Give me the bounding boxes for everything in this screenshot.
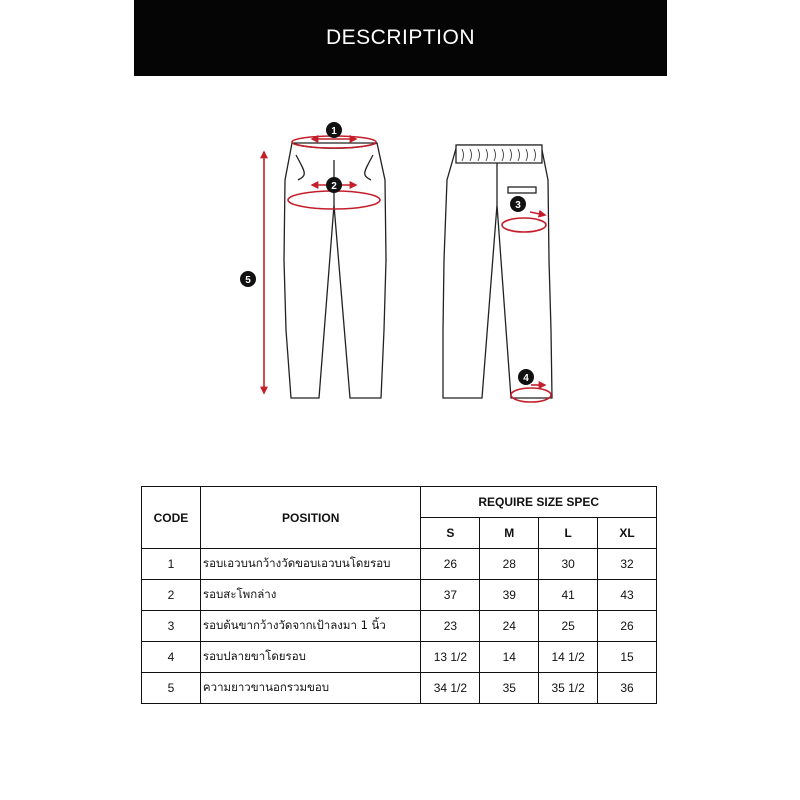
value-s: 34 1/2 bbox=[421, 673, 480, 704]
value-l: 41 bbox=[539, 580, 598, 611]
value-xl: 15 bbox=[598, 642, 657, 673]
svg-text:3: 3 bbox=[515, 200, 521, 211]
row-position: รอบเอวบนกว้างวัดขอบเอวบนโดยรอบ bbox=[200, 549, 421, 580]
row-code: 2 bbox=[142, 580, 201, 611]
value-s: 13 1/2 bbox=[421, 642, 480, 673]
marker-3-badge bbox=[510, 196, 526, 212]
svg-text:2: 2 bbox=[331, 181, 337, 192]
size-header-xl: XL bbox=[598, 518, 657, 549]
position-column-header: POSITION bbox=[200, 487, 421, 549]
svg-text:4: 4 bbox=[523, 373, 529, 384]
row-code: 5 bbox=[142, 673, 201, 704]
value-s: 26 bbox=[421, 549, 480, 580]
back-pants-illustration bbox=[443, 145, 552, 398]
svg-text:5: 5 bbox=[245, 275, 251, 286]
value-m: 35 bbox=[480, 673, 539, 704]
value-m: 28 bbox=[480, 549, 539, 580]
value-xl: 36 bbox=[598, 673, 657, 704]
row-position: รอบสะโพกล่าง bbox=[200, 580, 421, 611]
value-s: 23 bbox=[421, 611, 480, 642]
value-xl: 43 bbox=[598, 580, 657, 611]
row-code: 3 bbox=[142, 611, 201, 642]
size-header-m: M bbox=[480, 518, 539, 549]
value-m: 24 bbox=[480, 611, 539, 642]
marker-2-badge bbox=[326, 177, 342, 193]
value-l: 30 bbox=[539, 549, 598, 580]
table-row bbox=[142, 611, 657, 642]
table-row bbox=[142, 673, 657, 704]
table-row bbox=[142, 642, 657, 673]
value-s: 37 bbox=[421, 580, 480, 611]
page-title: DESCRIPTION bbox=[325, 26, 475, 49]
row-position: รอบต้นขากว้างวัดจากเป้าลงมา 1 นิ้ว bbox=[200, 611, 421, 642]
table-row bbox=[142, 549, 657, 580]
marker-1-badge bbox=[326, 122, 342, 138]
value-l: 14 1/2 bbox=[539, 642, 598, 673]
svg-text:1: 1 bbox=[331, 126, 337, 137]
value-xl: 32 bbox=[598, 549, 657, 580]
value-m: 39 bbox=[480, 580, 539, 611]
row-code: 4 bbox=[142, 642, 201, 673]
row-position: ความยาวขานอกรวมขอบ bbox=[200, 673, 421, 704]
row-code: 1 bbox=[142, 549, 201, 580]
size-header-l: L bbox=[539, 518, 598, 549]
size-header-s: S bbox=[421, 518, 480, 549]
size-spec-table bbox=[141, 486, 657, 704]
row-position: รอบปลายขาโดยรอบ bbox=[200, 642, 421, 673]
code-column-header: CODE bbox=[142, 487, 201, 549]
value-xl: 26 bbox=[598, 611, 657, 642]
value-l: 25 bbox=[539, 611, 598, 642]
marker-4-badge bbox=[518, 369, 534, 385]
value-l: 35 1/2 bbox=[539, 673, 598, 704]
marker-5-badge bbox=[240, 271, 256, 287]
table-row bbox=[142, 580, 657, 611]
value-m: 14 bbox=[480, 642, 539, 673]
require-size-spec-header: REQUIRE SIZE SPEC bbox=[421, 487, 657, 518]
